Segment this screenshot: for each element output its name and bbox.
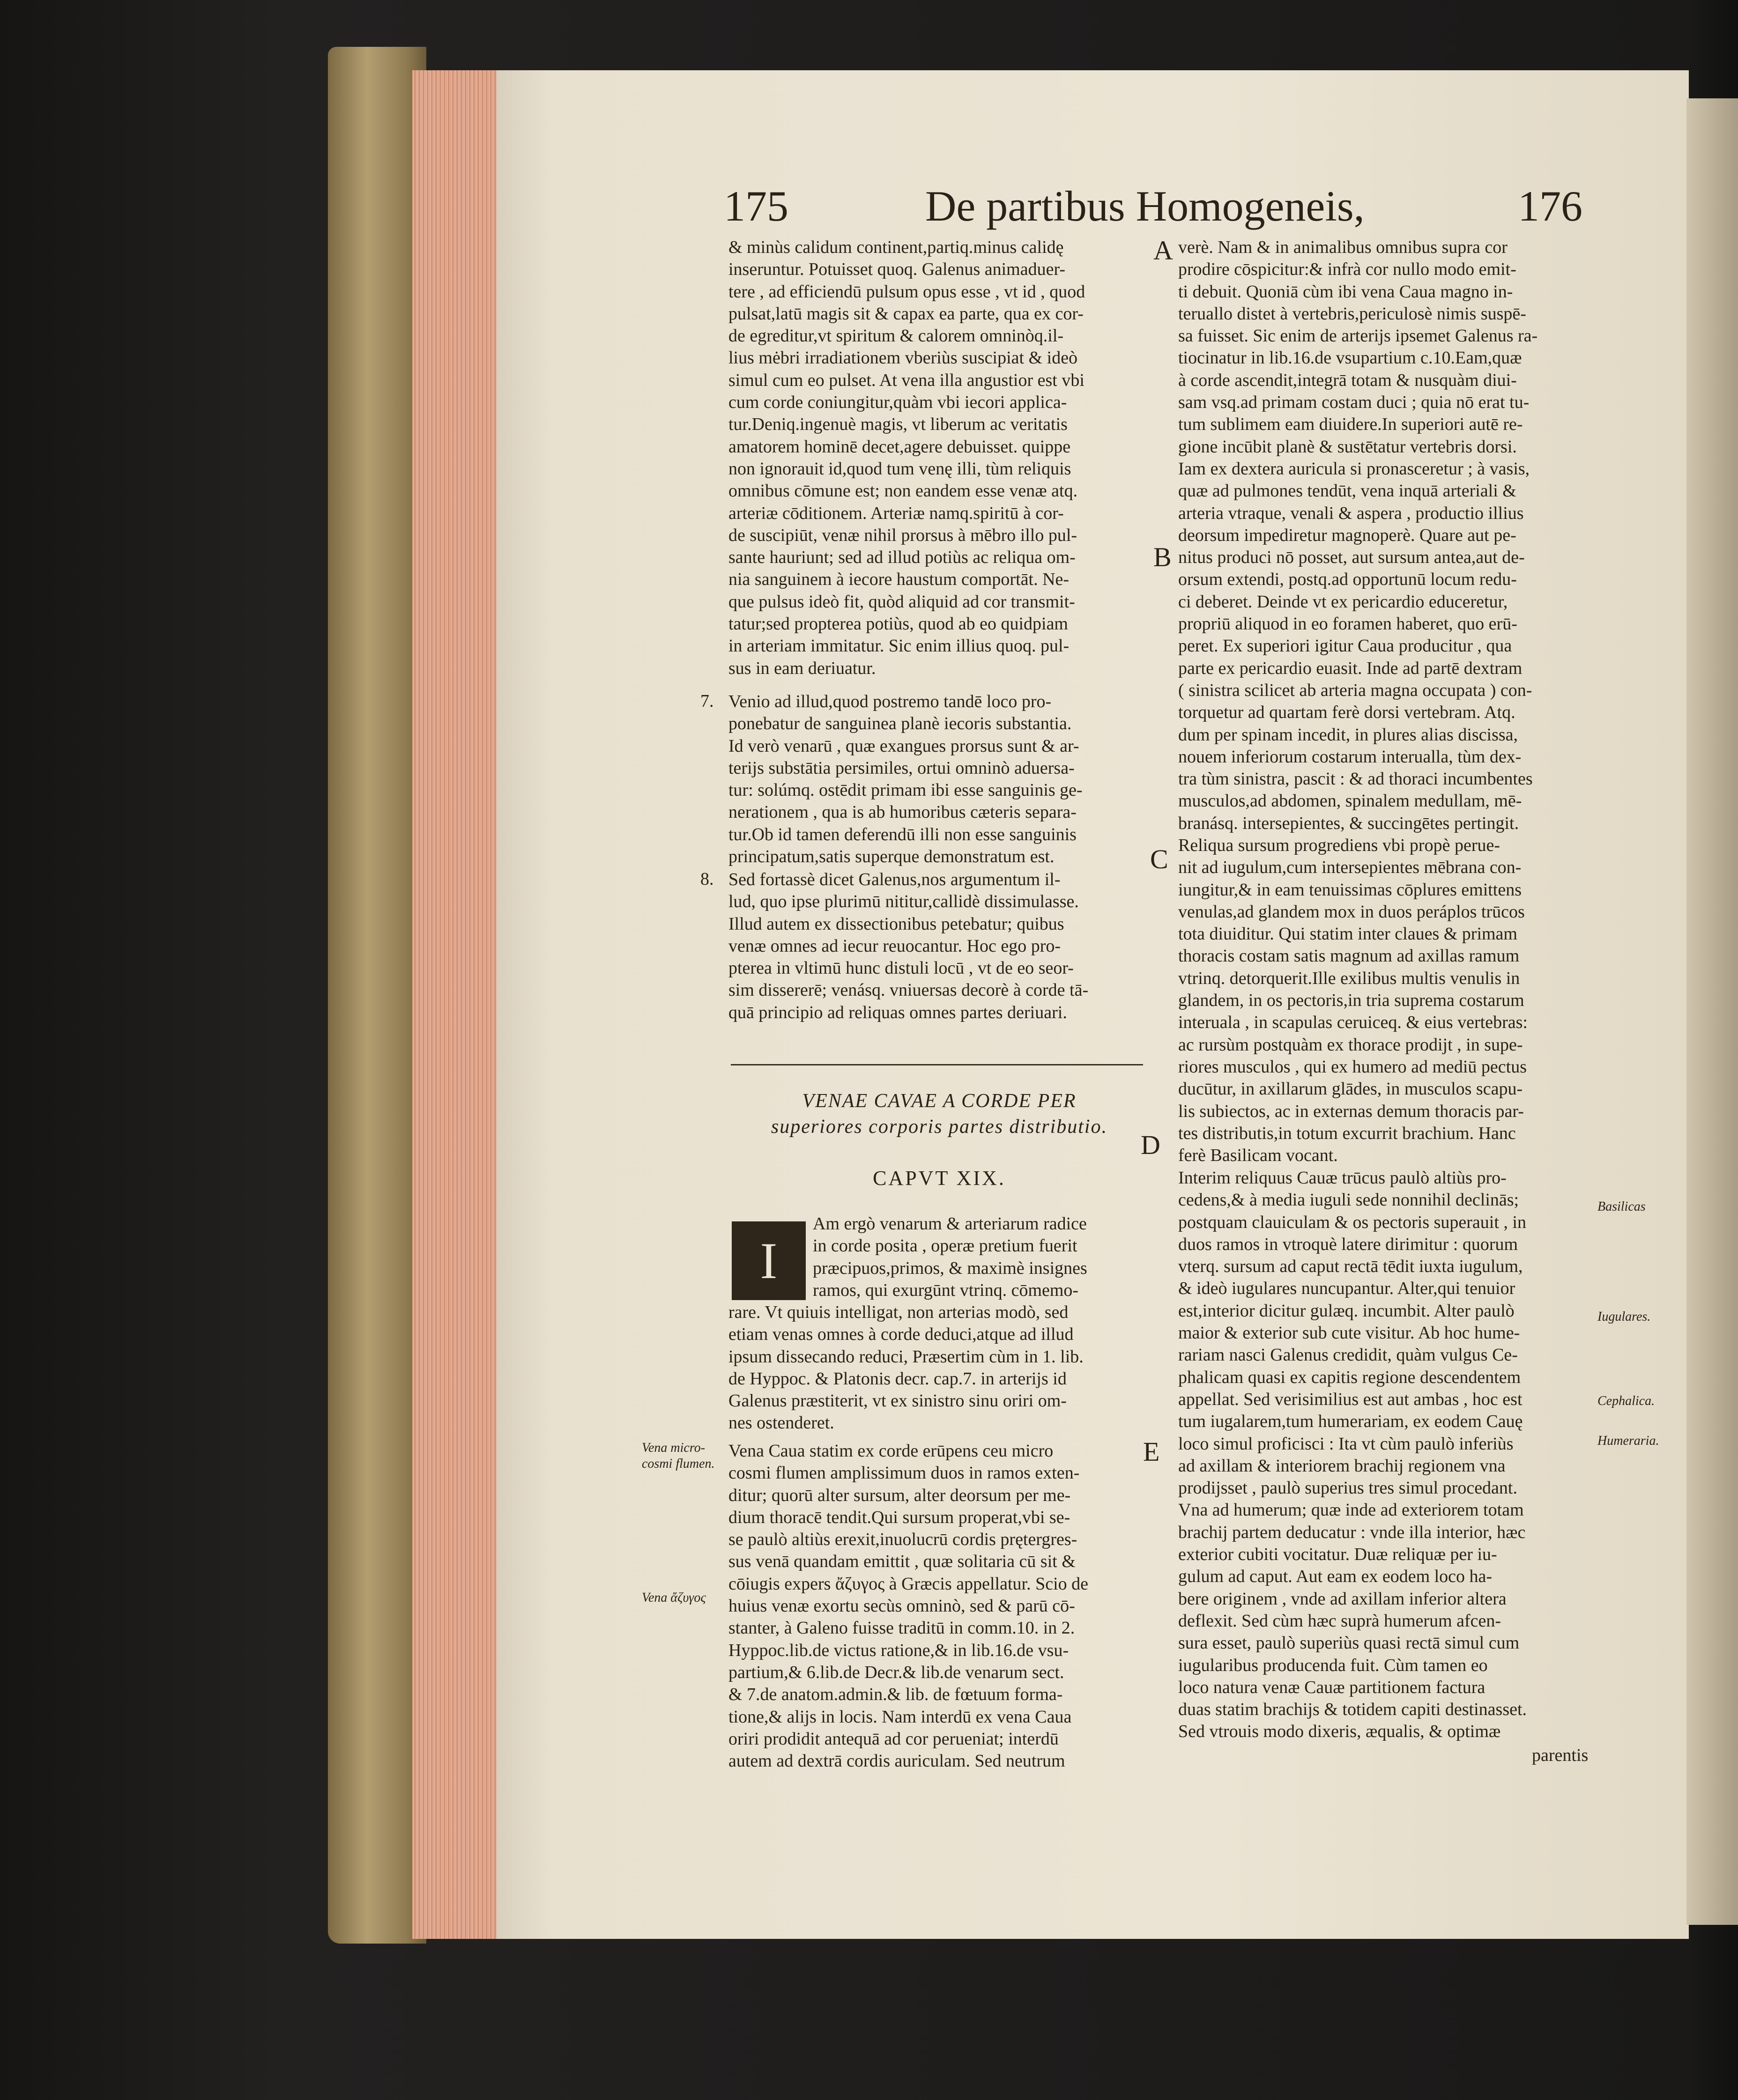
text-line: quæ ad pulmones tendūt, vena inquā arteriali & (1178, 481, 1516, 501)
text-line: exterior cubiti vocitatur. Duæ reliquæ per iu- (1178, 1545, 1497, 1565)
text-line: inseruntur. Potuisset quoq. Galenus animaduer- (728, 259, 1066, 280)
text-line: vtrinq. detorquerit.Ille exilibus multis venulis in (1178, 968, 1520, 988)
caput-opening-indented (813, 1213, 1145, 1301)
text-line: est,interior dicitur gulæq. incumbit. Alter paulò (1178, 1301, 1515, 1321)
text-line: lis subiectos, ac in externas demum thoracis par- (1178, 1101, 1524, 1121)
text-line: tum sublimem eam diuidere.In superiori autē re- (1178, 414, 1523, 435)
text-line: de egreditur,vt spiritum & calorem omninòq.il- (728, 326, 1064, 346)
text-line: Id verò venarū , quæ exangues prorsus sunt & ar- (728, 736, 1079, 756)
text-line: præcipuos,primos, & maximè insignes (813, 1258, 1087, 1278)
text-line: Am ergò venarum & arteriarum radice (813, 1214, 1087, 1234)
chapter-title-line-2: superiores corporis partes distributio. (771, 1116, 1108, 1138)
text-line: loco natura venæ Cauæ partitionem factura (1178, 1677, 1485, 1697)
text-line: autem ad dextrā cordis auriculam. Sed neutrum (728, 1751, 1065, 1771)
text-line: venæ omnes ad iecur reuocantur. Hoc ego pro- (728, 936, 1061, 956)
text-line: prodijsset , paulò superius tres simul procedant. (1178, 1478, 1517, 1498)
text-line: sante hauriunt; sed ad illud potiùs ac reliqua om- (728, 547, 1076, 568)
text-line: ferè Basilicam vocant. (1178, 1146, 1338, 1166)
text-line: iungitur,& in eam tenuissimas cōplures emittens (1178, 880, 1522, 900)
text-line: gulum ad caput. Aut eam ex eodem loco ha- (1178, 1567, 1493, 1587)
chapter-heading: CAPVT XIX. (873, 1167, 1006, 1190)
text-line: loco simul proficisci : Ita vt cùm paulò inferiùs (1178, 1434, 1514, 1454)
text-line: Sed vtrouis modo dixeris, æqualis, & optimæ (1178, 1722, 1501, 1742)
text-line: lud, quo ipse plurimū nititur,callidè dissimulasse. (728, 892, 1079, 912)
text-line: rare. Vt quiuis intelligat, non arterias modò, sed (728, 1302, 1069, 1322)
section-letter-a: A (1153, 235, 1173, 266)
text-line: dum per spinam incedit, in plures alias discissa, (1178, 725, 1518, 745)
text-line: tes distributis,in totum excurrit brachium. Hanc (1178, 1123, 1516, 1143)
text-line: parte ex pericardio euasit. Inde ad partē dextram (1178, 658, 1523, 678)
page-edges (412, 70, 506, 1939)
text-line: duas statim brachijs & totidem capiti destinasset. (1178, 1700, 1527, 1720)
text-line: Iam ex dextera auricula si pronasceretur ; à vasis, (1178, 458, 1530, 479)
text-line: Sed fortassè dicet Galenus,nos argumentum il- (728, 870, 1061, 889)
text-line: sam vsq.ad primam costam duci ; quia nō erat tu- (1178, 392, 1530, 413)
text-line: & 7.de anatom.admin.& lib. de fœtuum forma- (728, 1685, 1063, 1705)
text-line: stanter, à Galeno fuisse traditū in comm.10. in 2. (728, 1618, 1075, 1638)
text-line: postquam clauiculam & os pectoris superauit , in (1178, 1212, 1526, 1232)
text-line: propriū aliquod in eo foramen haberet, quo erū- (1178, 614, 1517, 634)
text-line: & minùs calidum continent,partiq.minus calidę (728, 237, 1064, 257)
text-line: ramos, qui exurgūnt vtrinq. cōmemo- (813, 1280, 1079, 1300)
margin-note-humeraria: Humeraria. (1597, 1434, 1659, 1448)
text-line: nouem inferiorum costarum interualla, tùm dex- (1178, 747, 1522, 767)
text-line: Galenus præstiterit, vt ex sinistro sinu oriri om- (728, 1391, 1067, 1411)
section-rule (731, 1064, 1143, 1065)
text-line: phalicam quasi ex capitis regione descendentem (1178, 1367, 1521, 1387)
section-letter-c: C (1150, 844, 1168, 874)
text-line: nitus produci nō posset, aut sursum antea,aut de- (1178, 547, 1525, 568)
margin-note-vena-azygos: Vena ἄζυγος (642, 1590, 706, 1605)
text-line: ipsum dissecando reduci, Præsertim cùm in 1. lib. (728, 1346, 1084, 1367)
text-line: sus in eam deriuatur. (728, 658, 876, 678)
text-line: nia sanguinem à iecore haustum comportāt. Ne- (728, 569, 1070, 590)
section-letter-b: B (1153, 542, 1172, 572)
text-line: tra tùm sinistra, pascit : & ad thoraci incumbentes (1178, 769, 1533, 789)
text-line: rariam nasci Galenus credidit, quàm vulgus Ce- (1178, 1345, 1518, 1365)
text-line: venulas,ad glandem mox in duos peráplos trūcos (1178, 902, 1525, 922)
text-line: bere originem , vnde ad axillam inferior altera (1178, 1589, 1507, 1609)
text-line: tere , ad efficiendū pulsum opus esse , vt id , quod (728, 281, 1085, 302)
text-line: que pulsus ideò fit, quòd aliquid ad cor transmit- (728, 592, 1075, 612)
text-line: glandem, in os pectoris,in tria suprema costarum (1178, 991, 1524, 1011)
text-line: tur.Ob id tamen deferendū illi non esse sanguinis (728, 824, 1077, 844)
text-line: maior & exterior sub cute visitur. Ab hoc hume- (1178, 1323, 1520, 1343)
text-line: ponebatur de sanguinea planè iecoris substantia. (728, 714, 1072, 734)
text-line: ti debuit. Quoniā cùm ibi vena Caua magno in- (1178, 281, 1513, 302)
text-line: de suscipiūt, venæ nihil prorsus à mēbro illo pul- (728, 525, 1077, 545)
chapter-title-line-1: VENAE CAVAE A CORDE PER (802, 1090, 1077, 1112)
text-line: Venio ad illud,quod postremo tandē loco pro- (728, 692, 1052, 711)
text-line: non ignorauit id,quod tum venę illi, tùm reliquis (728, 458, 1071, 479)
text-line: gione incūbit planè & sustētatur vertebris dorsi. (1178, 436, 1517, 457)
text-line: pterea in vltimū hunc distuli locū , vt de eo seor- (728, 958, 1074, 978)
text-line: cedens,& à media iuguli sede nonnihil declinās; (1178, 1190, 1519, 1210)
text-line: duos ramos in vtroquè latere dirimitur : quorum (1178, 1234, 1518, 1254)
text-line: oriri prodidit antequā ad cor perueniat; interdū (728, 1729, 1059, 1749)
text-line: sura esset, paulò superiùs quasi rectā simul cum (1178, 1633, 1520, 1653)
caput-opening (728, 1301, 1145, 1435)
text-line: Interim reliquus Cauæ trūcus paulò altiùs pro- (1178, 1168, 1507, 1188)
text-line: ( sinistra scilicet ab arteria magna occupata ) con- (1178, 680, 1532, 700)
text-line: appellat. Sed verisimilius est aut ambas , hoc est (1178, 1389, 1523, 1409)
text-line: verè. Nam & in animalibus omnibus supra cor (1178, 237, 1508, 257)
text-line: nes ostenderet. (728, 1413, 834, 1433)
text-line: huius venæ exortu secùs omninò, sed & parū cō- (728, 1596, 1075, 1616)
paragraph-7 (728, 691, 1145, 868)
margin-note-basilicas: Basilicas (1597, 1199, 1646, 1214)
text-line: terijs substātia persimiles, ortui omninò aduersa- (728, 758, 1075, 778)
text-line: Reliqua sursum progrediens vbi propè perue- (1178, 836, 1500, 855)
text-line: deorsum impediretur magnoperè. Quare aut pe- (1178, 525, 1516, 545)
text-line: à corde ascendit,integrā totam & nusquàm diui- (1178, 370, 1517, 390)
text-line: tione,& alijs in locis. Nam interdū ex vena Caua (728, 1707, 1072, 1727)
text-line: prodire cōspicitur:& infrà cor nullo modo emit- (1178, 259, 1516, 280)
decorated-initial: I (732, 1221, 806, 1300)
text-line: torquetur ad quartam ferè dorsi vertebram. Atq. (1178, 702, 1515, 723)
text-line: sus venā quandam emittit , quæ solitaria cū sit & (728, 1552, 1076, 1572)
right-column-part-3 (1178, 1167, 1586, 1743)
margin-note-iugulares: Iugulares. (1597, 1309, 1651, 1324)
left-column-top (728, 237, 1145, 680)
text-line: iugularibus producenda fuit. Cùm tamen eo (1178, 1655, 1488, 1675)
text-line: cum corde coniungitur,quàm vbi iecori applica- (728, 392, 1067, 413)
text-line: tota diuiditur. Qui statim inter claues & primam (1178, 924, 1517, 944)
right-column-part-2 (1178, 835, 1586, 1167)
margin-note-vena-microcosmi: Vena micro-cosmi flumen. (642, 1441, 715, 1471)
text-line: nerationem , qua is ab humoribus cæteris separa- (728, 802, 1077, 822)
catchword: parentis (1532, 1745, 1589, 1765)
text-line: in arteriam immitatur. Sic enim illius quoq. pul- (728, 636, 1070, 656)
text-line: tiocinatur in lib.16.de vsupartium c.10.Eam,quæ (1178, 348, 1522, 368)
section-letter-d: D (1141, 1130, 1160, 1160)
text-line: tatur;sed propterea potiùs, quod ab eo quidpiam (728, 614, 1068, 634)
text-line: branásq. intersepientes, & succingētes pertingit. (1178, 813, 1519, 833)
text-line: cosmi flumen amplissimum duos in ramos exten- (728, 1463, 1080, 1483)
text-line: in corde posita , operæ pretium fuerit (813, 1236, 1077, 1256)
right-column-part-1 (1178, 237, 1586, 835)
text-line: arteria vtraque, venali & aspera , productio illius (1178, 503, 1524, 523)
text-line: tum iugalarem,tum humerariam, ex eodem Cauę (1178, 1412, 1523, 1432)
right-page-number: 176 (1518, 182, 1582, 230)
text-line: quā principio ad reliquas omnes partes deriuari. (728, 1002, 1067, 1022)
paragraph-number-7: 7. (700, 691, 714, 711)
section-letter-e: E (1143, 1436, 1160, 1467)
book-cover-edge (328, 47, 426, 1944)
text-line: ci deberet. Deinde vt ex pericardio educeretur, (1178, 592, 1508, 612)
text-line: tur: solúmq. ostēdit primam ibi esse sanguinis ge- (728, 780, 1083, 800)
text-line: thoracis costam satis magnum ad axillas ramum (1178, 946, 1520, 966)
text-line: lius mėbri irradiationem vberiùs suscipiat & ideò (728, 348, 1078, 368)
text-line: Illud autem ex dissectionibus petebatur; quibus (728, 914, 1064, 934)
text-line: peret. Ex superiori igitur Caua producitur , qua (1178, 636, 1512, 656)
text-line: dium thoracē tendit.Qui sursum properat,vbi se- (728, 1507, 1070, 1527)
text-line: principatum,satis superque demonstratum est. (728, 847, 1055, 867)
text-line: interuala , in scapulas ceruiceq. & eius vertebras: (1178, 1013, 1528, 1033)
text-line: sim dissererē; venásq. vniuersas decorè à corde tā- (728, 980, 1089, 1000)
facing-page-edge (1686, 98, 1738, 1925)
left-page-number: 175 (724, 182, 788, 230)
left-column-bottom (728, 1440, 1145, 1772)
text-line: omnibus cōmune est; non eandem esse venæ atq. (728, 481, 1078, 501)
text-line: ac rursùm postquàm ex thorace prodijt , in supe- (1178, 1035, 1523, 1055)
text-line: deflexit. Sed cùm hæc suprà humerum afcen- (1178, 1611, 1501, 1631)
text-line: etiam venas omnes à corde deduci,atque ad illud (728, 1324, 1074, 1345)
text-line: ad axillam & interiorem brachij regionem vna (1178, 1456, 1506, 1476)
text-line: ducūtur, in axillarum glādes, in musculos scapu- (1178, 1079, 1523, 1099)
text-line: Vena Caua statim ex corde erūpens ceu micro (728, 1441, 1054, 1461)
text-line: amatorem hominē decet,agere debuisset. quippe (728, 436, 1071, 457)
text-line: ditur; quorū alter sursum, alter deorsum per me- (728, 1485, 1071, 1505)
text-line: partium,& 6.lib.de Decr.& lib.de venarum sect. (728, 1662, 1064, 1682)
text-line: riores musculos , qui ex humero ad mediū pectus (1178, 1057, 1527, 1077)
text-line: de Hyppoc. & Platonis decr. cap.7. in arterijs id (728, 1368, 1067, 1389)
text-line: pulsat,latū magis sit & capax ea parte, qua ex cor- (728, 303, 1084, 324)
running-title: De partibus Homogeneis, (925, 182, 1365, 230)
text-line: orsum extendi, postq.ad opportunū locum redu- (1178, 569, 1517, 590)
text-line: vterq. sursum ad caput rectā tēdit iuxta iugulum, (1178, 1257, 1523, 1277)
text-line: cōiugis expers ἄζυγος à Græcis appellatur. Scio de (728, 1574, 1089, 1594)
text-line: sa fuisset. Sic enim de arterijs ipsemet Galenus ra- (1178, 326, 1538, 346)
text-line: nit ad iugulum,cum intersepientes mēbrana con- (1178, 858, 1522, 878)
paragraph-8 (728, 869, 1145, 1024)
text-line: & ideò iugulares nuncupantur. Alter,qui tenuior (1178, 1279, 1515, 1299)
paragraph-number-8: 8. (700, 869, 714, 889)
text-line: arteriæ cōditionem. Arteriæ namq.spiritū à cor- (728, 503, 1064, 523)
margin-note-cephalica: Cephalica. (1597, 1394, 1655, 1408)
text-line: brachij partem deducatur : vnde illa interior, hæc (1178, 1522, 1526, 1542)
text-line: se paulò altiùs erexit,inuolucrū cordis prętergres- (728, 1530, 1077, 1550)
text-line: Vna ad humerum; quæ inde ad exteriorem totam (1178, 1500, 1524, 1520)
text-line: teruallo distet à vertebris,periculosè nimis suspē- (1178, 303, 1526, 324)
text-line: musculos,ad abdomen, spinalem medullam, mē- (1178, 791, 1522, 811)
text-line: tur.Deniq.ingenuè magis, vt liberum ac veritatis (728, 414, 1068, 435)
text-line: Hyppoc.lib.de victus ratione,& in lib.16.de vsu- (728, 1640, 1069, 1660)
text-line: simul cum eo pulset. At vena illa angustior est vbi (728, 370, 1084, 390)
